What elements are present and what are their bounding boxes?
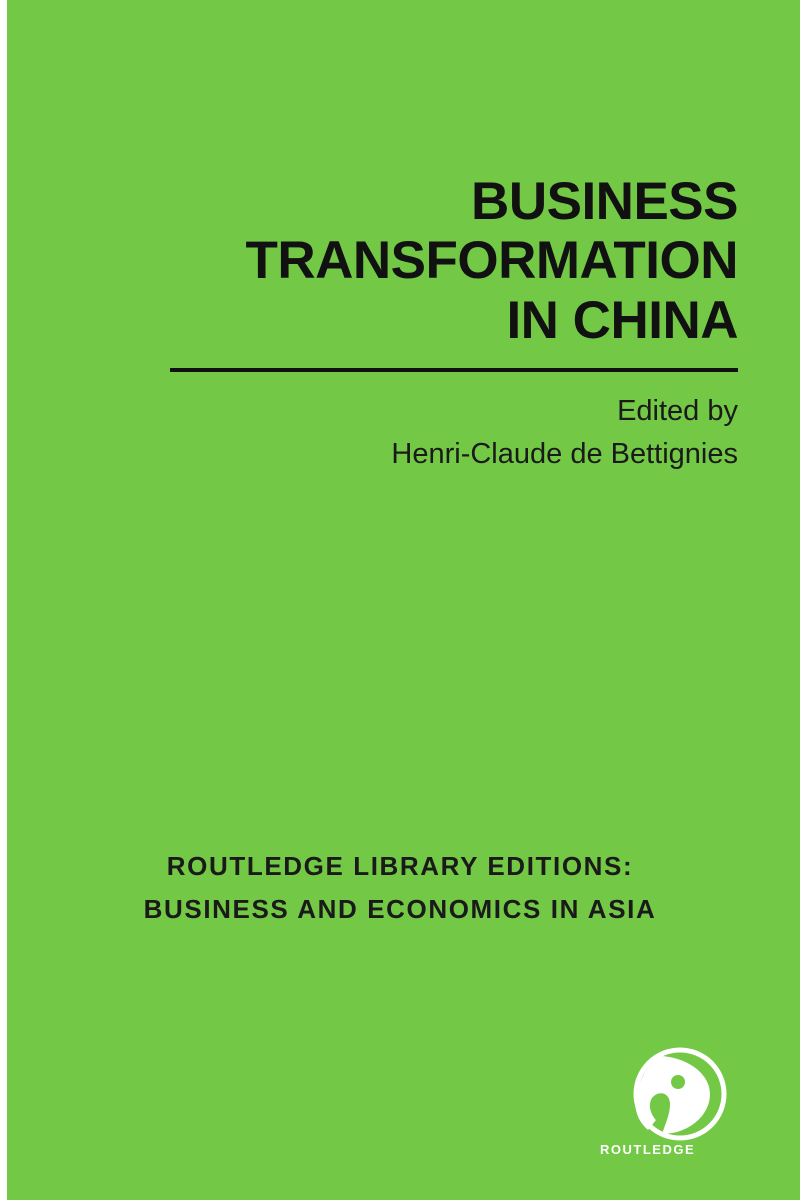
- cover-spine-edge: [0, 0, 7, 1200]
- series-block: [62, 845, 738, 931]
- series-line-1: ROUTLEDGE LIBRARY EDITIONS:: [166, 851, 634, 881]
- editor-name: Henri-Claude de Bettignies: [391, 438, 738, 471]
- title-block: [170, 172, 738, 372]
- title-line-3: IN CHINA: [506, 290, 738, 350]
- routledge-wordmark: ROUTLEDGE: [600, 1142, 696, 1157]
- page-title: [170, 172, 738, 350]
- routledge-logo: [592, 1046, 742, 1164]
- title-divider: [170, 368, 738, 372]
- title-line-2: TRANSFORMATION: [245, 231, 738, 291]
- edited-by-label: Edited by: [617, 395, 738, 427]
- title-line-1: BUSINESS: [471, 172, 738, 231]
- series-line-2: BUSINESS AND ECONOMICS IN ASIA: [143, 893, 657, 924]
- editor-block: [170, 392, 738, 474]
